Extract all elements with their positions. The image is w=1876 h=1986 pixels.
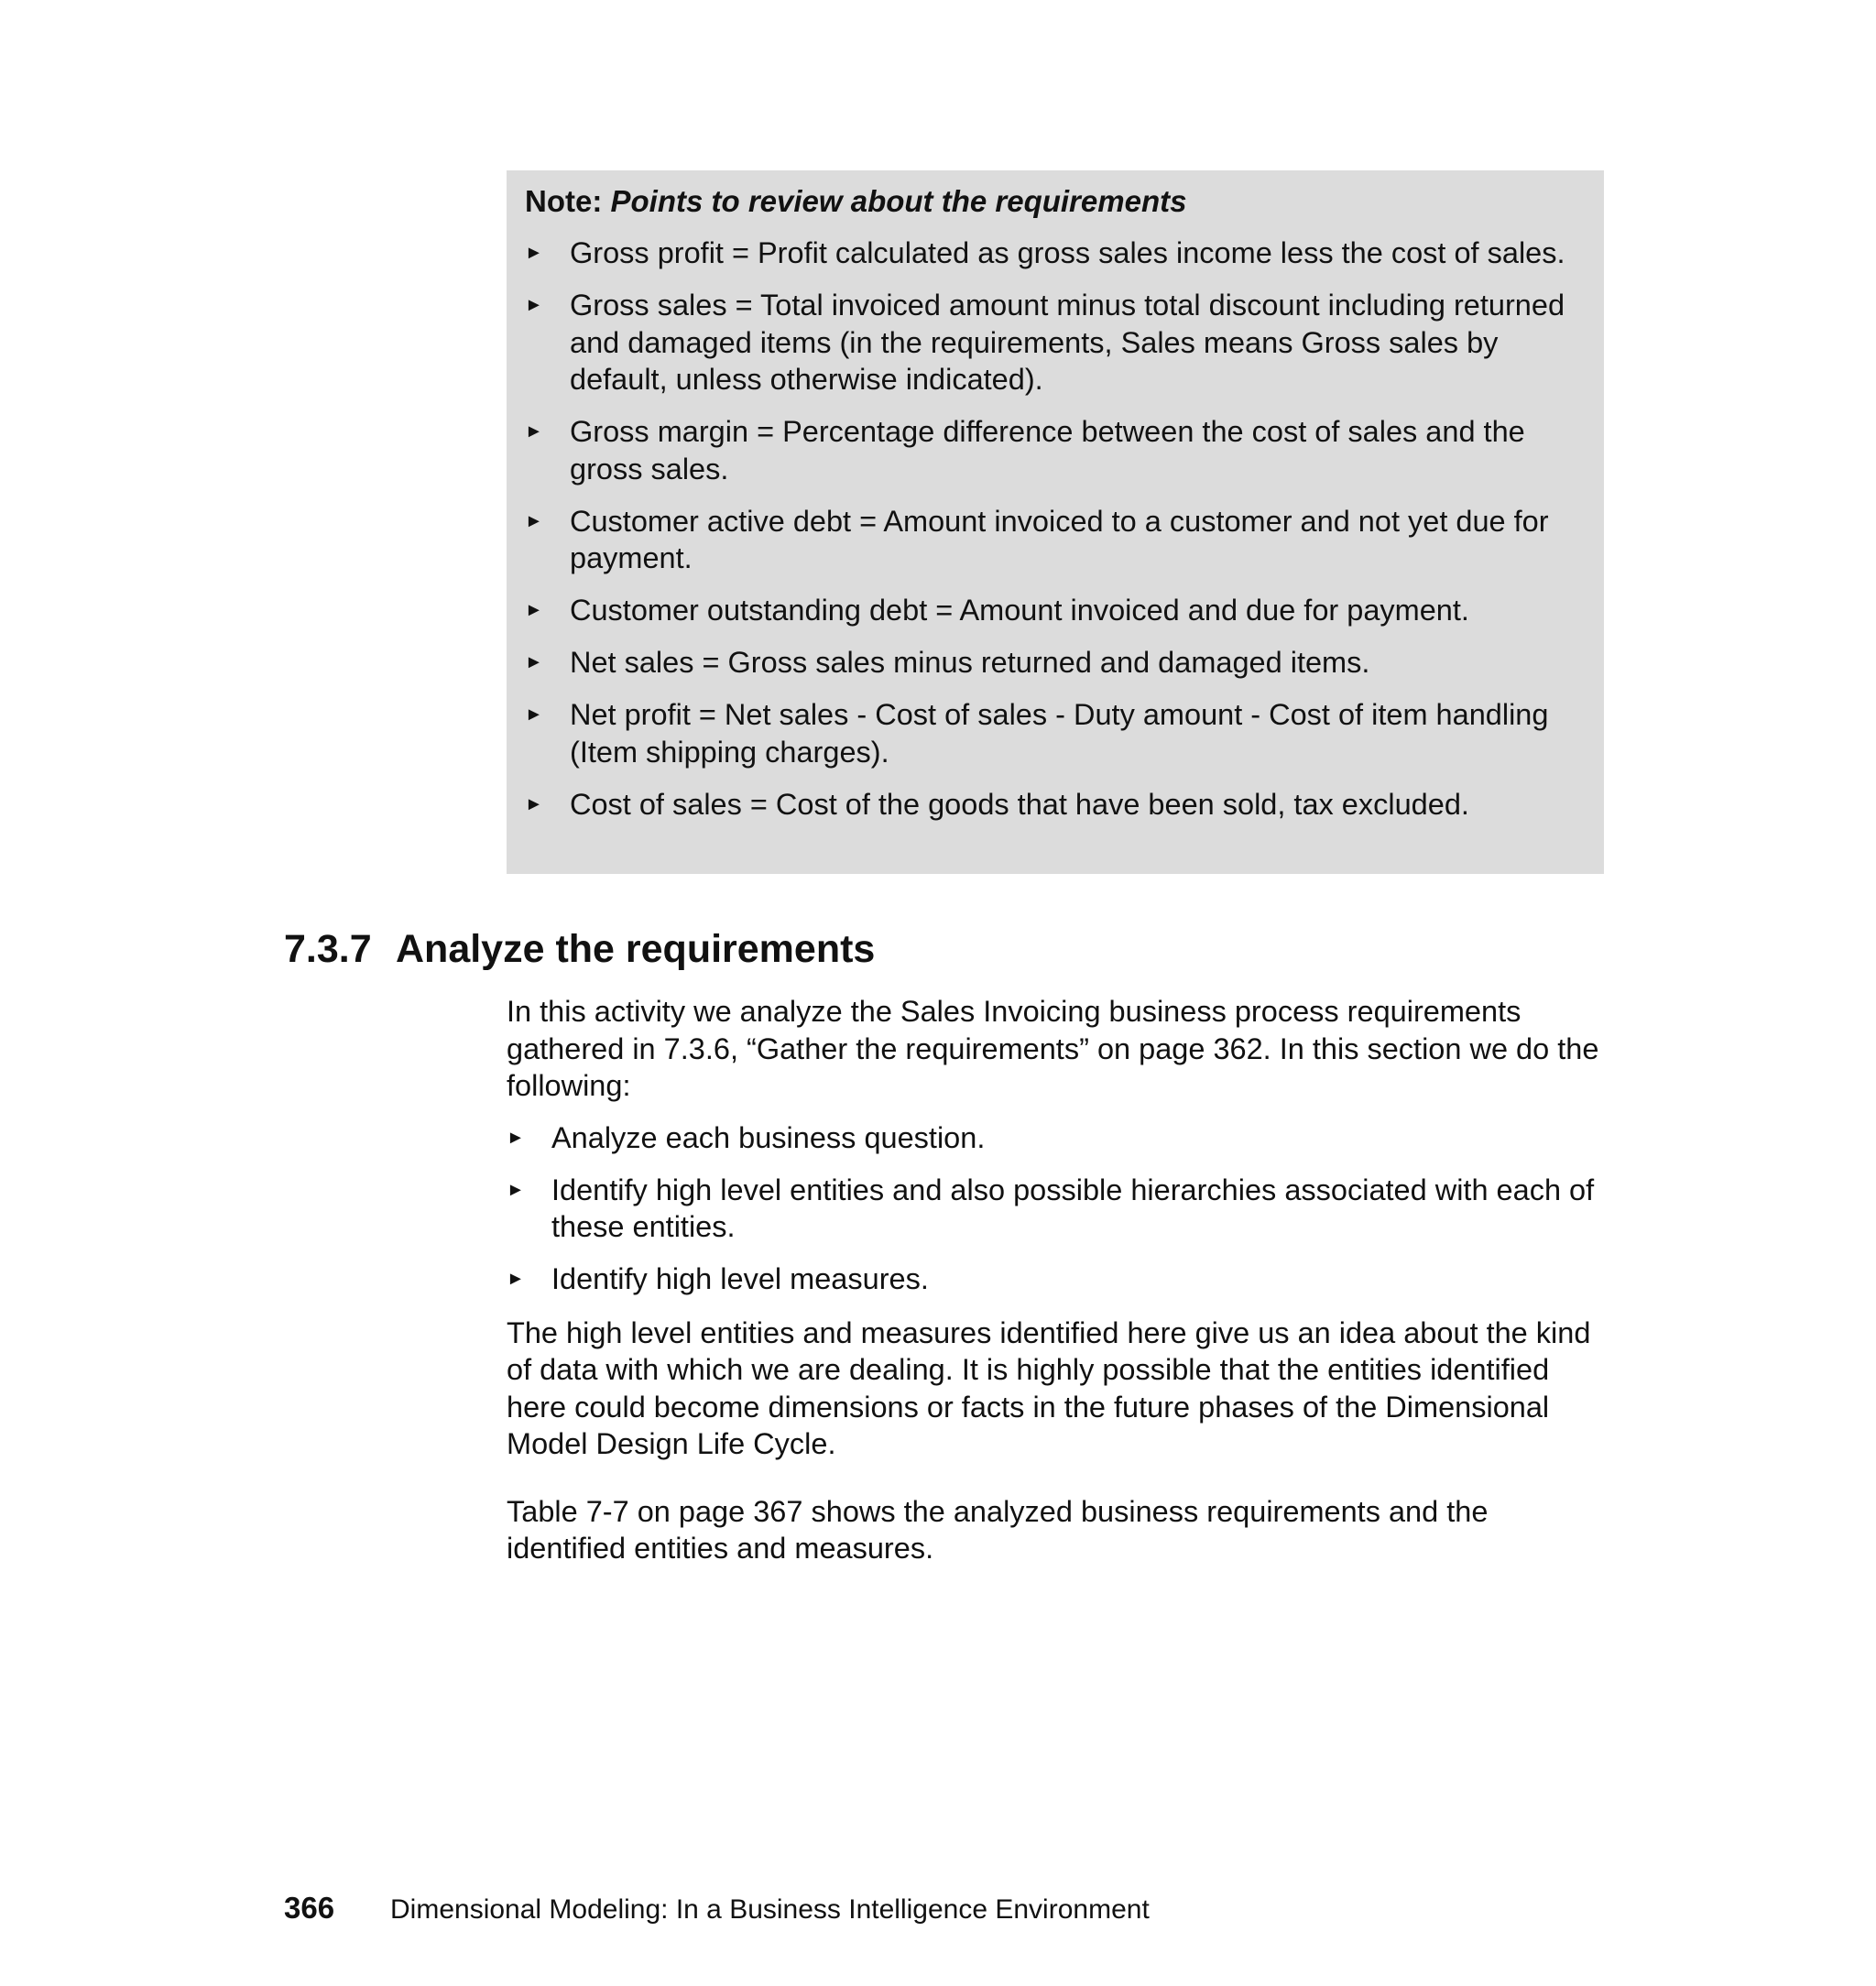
note-item — [525, 413, 1586, 487]
bullet-arrow-icon: ► — [507, 1179, 525, 1200]
page-number: 366 — [284, 1891, 335, 1925]
bullet-arrow-icon: ► — [525, 600, 543, 620]
list-item-text: Analyze each business question. — [551, 1120, 986, 1154]
entities-paragraph: The high level entities and measures identified here give us an idea about the kind of data with which we are dealing. It is highly possible that the entities identified here could become dimensions or facts in the future phases of the Dimensional Model Design Life Cycle. — [507, 1315, 1591, 1460]
bullet-arrow-icon: ► — [525, 510, 543, 531]
note-item-text: Customer active debt = Amount invoiced to a customer and not yet due for payment. — [570, 504, 1549, 574]
note-box — [507, 170, 1604, 874]
bullet-arrow-icon: ► — [525, 704, 543, 725]
bullet-arrow-icon: ► — [507, 1269, 525, 1289]
bullet-arrow-icon: ► — [525, 295, 543, 315]
note-item-text: Net profit = Net sales - Cost of sales - Duty amount - Cost of item handling (Item shipping charges). — [570, 698, 1549, 769]
bullet-arrow-icon: ► — [525, 652, 543, 672]
task-list — [507, 1119, 1606, 1298]
list-item — [507, 1172, 1606, 1246]
list-item — [507, 1119, 1606, 1157]
note-item-text: Gross sales = Total invoiced amount minus total discount including returned and damaged items (in the requirements, Sales means Gross sales by default, unless otherwise indicated). — [570, 289, 1565, 396]
section-number: 7.3.7 — [284, 927, 372, 971]
note-item-text: Customer outstanding debt = Amount invoiced and due for payment. — [570, 594, 1469, 627]
note-item — [525, 503, 1586, 577]
list-item-text: Identify high level measures. — [551, 1262, 929, 1295]
note-item — [525, 644, 1586, 682]
note-item-text: Net sales = Gross sales minus returned and damaged items. — [570, 646, 1370, 679]
note-label: Note: — [525, 184, 603, 218]
section-heading — [284, 925, 875, 973]
note-item-text: Gross profit = Profit calculated as gross sales income less the cost of sales. — [570, 236, 1565, 269]
bullet-arrow-icon: ► — [525, 793, 543, 814]
note-list — [525, 235, 1586, 823]
page-footer — [284, 1890, 1150, 1933]
table-reference-paragraph: Table 7-7 on page 367 shows the analyzed business requirements and the identified entities and measures. — [507, 1494, 1489, 1565]
section-title: Analyze the requirements — [396, 927, 876, 971]
bullet-arrow-icon: ► — [507, 1127, 525, 1148]
list-item — [507, 1260, 1606, 1298]
list-item-text: Identify high level entities and also possible hierarchies associated with each of these entities. — [551, 1173, 1595, 1243]
note-item — [525, 696, 1586, 770]
intro-paragraph: In this activity we analyze the Sales Invoicing business process requirements gathered in 7.3.6, “Gather the requirements” on page 362. In this section we do the following: — [507, 995, 1599, 1102]
book-title: Dimensional Modeling: In a Business Intelligence Environment — [390, 1894, 1150, 1925]
note-item — [525, 235, 1586, 272]
section-body — [507, 993, 1606, 1567]
bullet-arrow-icon: ► — [525, 421, 543, 442]
note-subtitle: Points to review about the requirements — [610, 184, 1187, 218]
note-title — [525, 183, 1586, 220]
note-item-text: Gross margin = Percentage difference between the cost of sales and the gross sales. — [570, 415, 1525, 486]
bullet-arrow-icon: ► — [525, 243, 543, 263]
note-item — [525, 287, 1586, 398]
note-item-text: Cost of sales = Cost of the goods that have been sold, tax excluded. — [570, 787, 1469, 821]
note-item — [525, 592, 1586, 629]
note-item — [525, 786, 1586, 824]
